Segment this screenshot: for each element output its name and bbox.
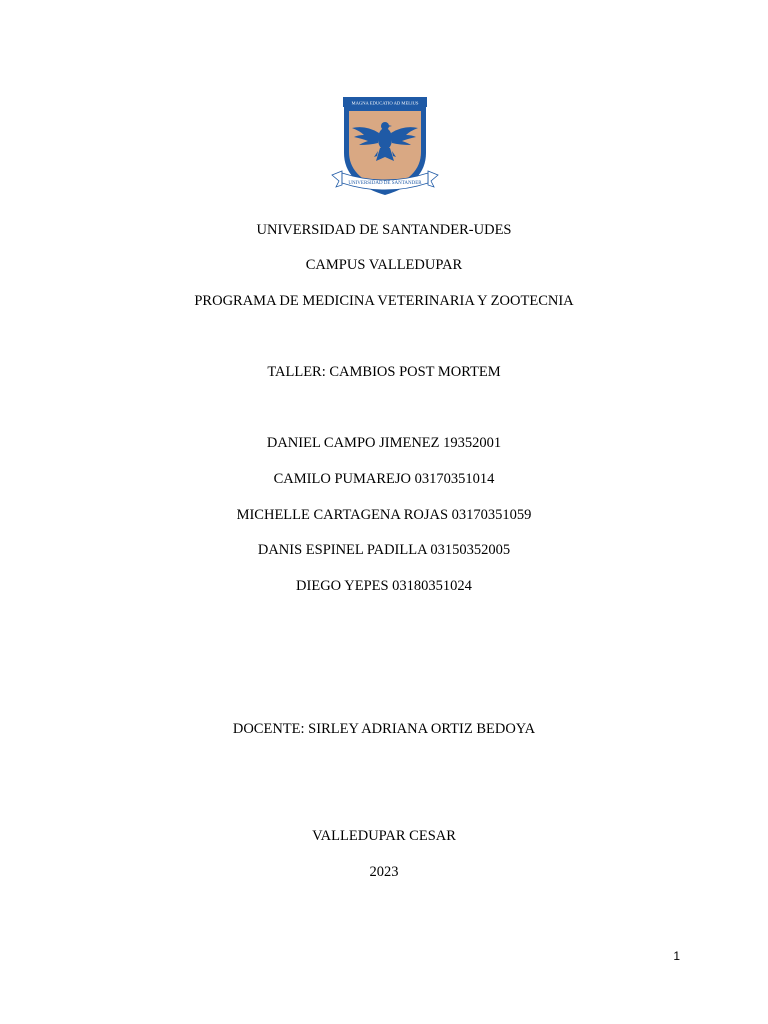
university-name: UNIVERSIDAD DE SANTANDER-UDES [256,222,512,238]
logo-ribbon-right-tail [428,171,438,187]
author-line: MICHELLE CARTAGENA ROJAS 03170351059 [236,507,532,523]
document-title: TALLER: CAMBIOS POST MORTEM [267,364,501,380]
logo-ribbon-left-tail [332,171,342,187]
program-name: PROGRAMA DE MEDICINA VETERINARIA Y ZOOTECNIA [194,293,574,309]
campus-name: CAMPUS VALLEDUPAR [305,257,463,273]
logo-motto: MAGNA EDUCATIO AD MELIUS [351,100,419,106]
teacher-line: DOCENTE: SIRLEY ADRIANA ORTIZ BEDOYA [232,721,536,737]
city-line: VALLEDUPAR CESAR [312,828,456,844]
author-line: CAMILO PUMAREJO 03170351014 [273,471,495,487]
author-line: DANIS ESPINEL PADILLA 03150352005 [257,542,511,558]
page-number: 1 [673,949,680,963]
university-shield-logo [330,95,440,201]
author-line: DIEGO YEPES 03180351024 [296,578,472,594]
year-line: 2023 [369,864,399,880]
author-line: DANIEL CAMPO JIMENEZ 19352001 [266,435,502,451]
logo-ribbon-text: UNIVERSIDAD DE SANTANDER [348,181,422,186]
